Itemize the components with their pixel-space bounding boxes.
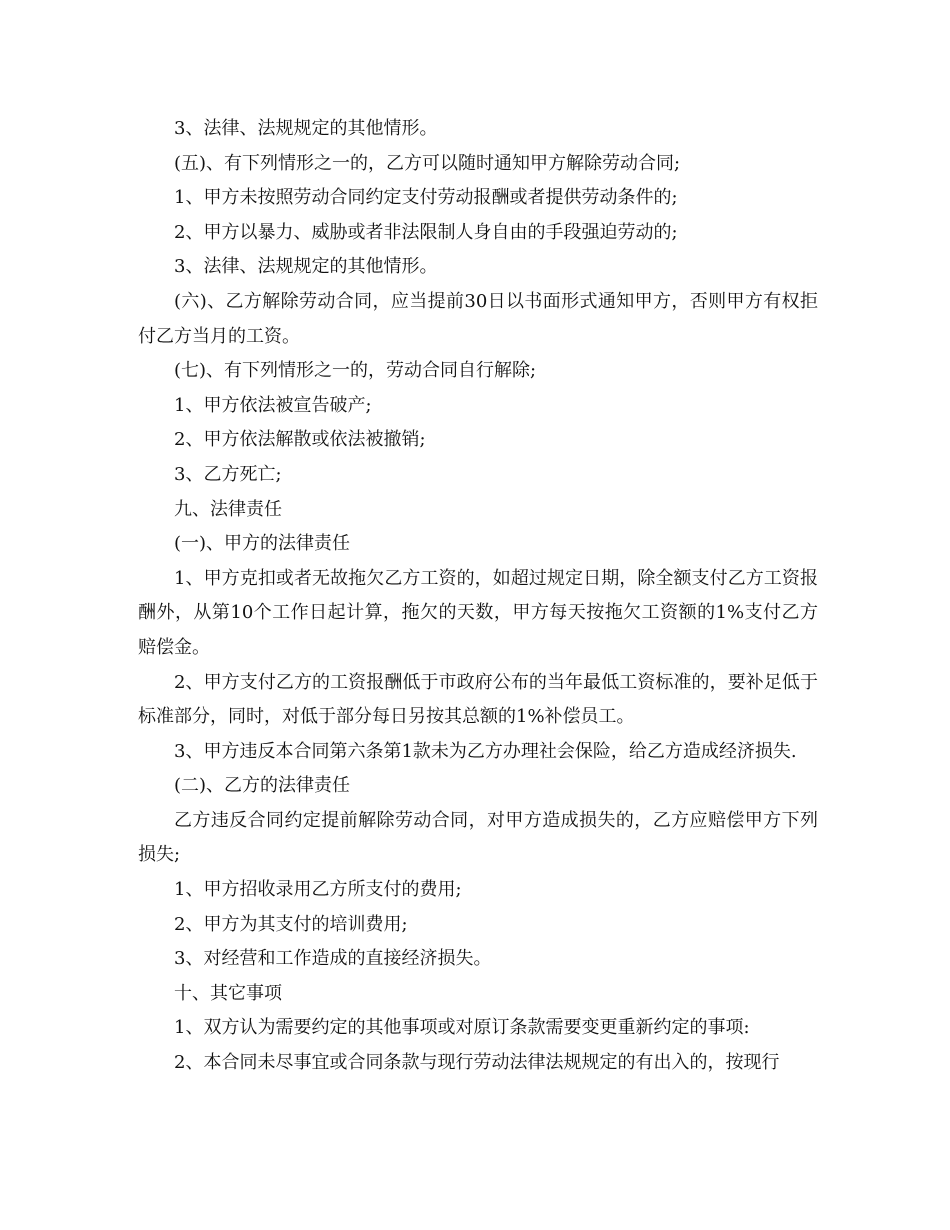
paragraph: 3、甲方违反本合同第六条第1款未为乙方办理社会保险，给乙方造成经济损失.: [174, 740, 797, 762]
paragraph: 3、乙方死亡;: [174, 463, 282, 485]
section-heading: (五)、有下列情形之一的，乙方可以随时通知甲方解除劳动合同;: [174, 152, 681, 174]
paragraph: 1、双方认为需要约定的其他事项或对原订条款需要变更重新约定的事项:: [174, 1017, 750, 1039]
section-heading: (七)、有下列情形之一的，劳动合同自行解除;: [174, 360, 537, 382]
paragraph: 1、甲方招收录用乙方所支付的费用;: [174, 879, 462, 901]
chapter-heading: 九、法律责任: [174, 498, 282, 520]
paragraph: 2、本合同未尽事宜或合同条款与现行劳动法律法规规定的有出入的，按现行: [174, 1052, 780, 1074]
paragraph: 乙方违反合同约定提前解除劳动合同，对甲方造成损失的，乙方应赔偿甲方下列损失;: [138, 809, 818, 866]
paragraph: 2、甲方支付乙方的工资报酬低于市政府公布的当年最低工资标准的，要补足低于标准部分，同时，对低于部分每日另按其总额的1%补偿员工。: [138, 671, 818, 728]
chapter-heading: 十、其它事项: [174, 982, 282, 1004]
paragraph: 2、甲方依法解散或依法被撤销;: [174, 429, 426, 451]
paragraph: 3、法律、法规规定的其他情形。: [174, 118, 438, 139]
paragraph: 1、甲方克扣或者无故拖欠乙方工资的，如超过规定日期，除全额支付乙方工资报酬外，从第10个工作日起计算，拖欠的天数，甲方每天按拖欠工资额的1%支付乙方赔偿金。: [138, 567, 818, 658]
paragraph: 1、甲方依法被宣告破产;: [174, 394, 372, 416]
paragraph: 2、甲方以暴力、威胁或者非法限制人身自由的手段强迫劳动的;: [174, 221, 678, 243]
paragraph: 2、甲方为其支付的培训费用;: [174, 913, 408, 935]
document-body: [138, 112, 818, 1081]
paragraph: 3、对经营和工作造成的直接经济损失。: [174, 948, 492, 970]
section-heading: (二)、乙方的法律责任: [174, 775, 351, 797]
section-heading: (一)、甲方的法律责任: [174, 533, 351, 555]
paragraph: 3、法律、法规规定的其他情形。: [174, 256, 438, 278]
paragraph: 1、甲方未按照劳动合同约定支付劳动报酬或者提供劳动条件的;: [174, 187, 678, 209]
section-heading: (六)、乙方解除劳动合同，应当提前30日以书面形式通知甲方，否则甲方有权拒付乙方当月的工资。: [138, 290, 818, 347]
